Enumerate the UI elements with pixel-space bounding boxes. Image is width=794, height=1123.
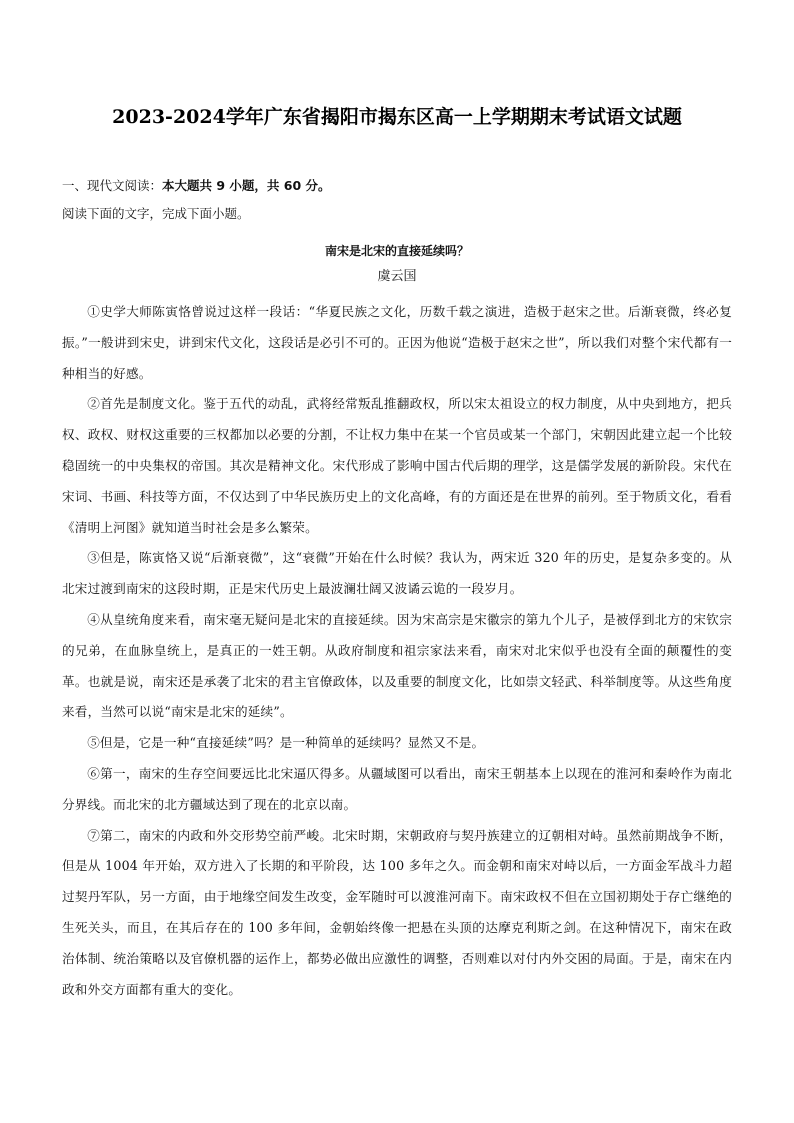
- paragraph: ③但是，陈寅恪又说“后渐衰微”，这“衰微”开始在什么时候？我认为，两宋近 320 年的历史，是复杂多变的。从北宋过渡到南宋的这段时期，正是宋代历史上最波澜壮阔又波谲云诡的一段岁月。: [62, 550, 732, 597]
- paragraph: ⑤但是，它是一种“直接延续”吗？是一种简单的延续吗？显然又不是。: [87, 735, 485, 751]
- document-title: 2023-2024学年广东省揭阳市揭东区高一上学期期末考试语文试题: [112, 106, 682, 128]
- article-body: [62, 297, 732, 1005]
- reading-instruction: 阅读下面的文字，完成下面小题。: [62, 206, 250, 221]
- paragraph: ②首先是制度文化。鉴于五代的动乱，武将经常叛乱推翻政权，所以宋太祖设立的权力制度，从中央到地方，把兵权、政权、财权这重要的三权都加以必要的分割，不让权力集中在某一个官员或某一个部门，宋朝因此建立起一个比较稳固统一的中央集权的帝国。其次是精神文化。宋代形成了影响中国古代后期的理学，这是儒学发展的新阶段。宋代在宋词、书画、科技等方面，不仅达到了中华民族历史上的文化高峰，有的方面还是在世界的前列。至于物质文化，看看《清明上河图》就知道当时社会是多么繁荣。: [62, 396, 732, 535]
- paragraph: ①史学大师陈寅恪曾说过这样一段话：“华夏民族之文化，历数千载之演进，造极于赵宋之世。后渐衰微，终必复振。”一般讲到宋史，讲到宋代文化，这段话是必引不可的。正因为他说“造极于赵宋之世”，所以我们对整个宋代都有一种相当的好感。: [62, 304, 732, 381]
- article-author: 虞云国: [377, 269, 417, 284]
- article-title: 南宋是北宋的直接延续吗？: [324, 244, 469, 258]
- paragraph: ④从皇统角度来看，南宋毫无疑问是北宋的直接延续。因为宋高宗是宋徽宗的第九个儿子，是被俘到北方的宋钦宗的兄弟，在血脉皇统上，是真正的一姓王朝。从政府制度和祖宗家法来看，南宋对北宋似乎也没有全面的颠覆性的变革。也就是说，南宋还是承袭了北宋的君主官僚政体，以及重要的制度文化，比如崇文轻武、科举制度等。从这些角度来看，当然可以说“南宋是北宋的延续”。: [62, 611, 732, 720]
- section-description: 本大题共 9 小题，共 60 分。: [162, 178, 331, 193]
- section-number: 一、现代文阅读：: [62, 178, 163, 193]
- paragraph: ⑥第一，南宋的生存空间要远比北宋逼仄得多。从疆域图可以看出，南宋王朝基本上以现在的淮河和秦岭作为南北分界线。而北宋的北方疆域达到了现在的北京以南。: [62, 765, 732, 812]
- paragraph: ⑦第二，南宋的内政和外交形势空前严峻。北宋时期，宋朝政府与契丹族建立的辽朝相对峙。虽然前期战争不断，但是从 1004 年开始，双方进入了长期的和平阶段，达 100 多年之久。而金朝和南宋对峙以后，一方面金军战斗力超过契丹军队，另一方面，由于地缘空间发生改变，金军随时可以渡淮河南下。南宋政权不但在立国初期处于存亡继绝的生死关头，而且，在其后存在的 100 多年间，金朝始终像一把悬在头顶的达摩克利斯之剑。在这种情况下，南宋在政治体制、统治策略以及官僚机器的运作上，都势必做出应激性的调整，否则难以对付内外交困的局面。于是，南宋在内政和外交方面都有重大的变化。: [62, 827, 732, 997]
- section-heading: [62, 177, 331, 195]
